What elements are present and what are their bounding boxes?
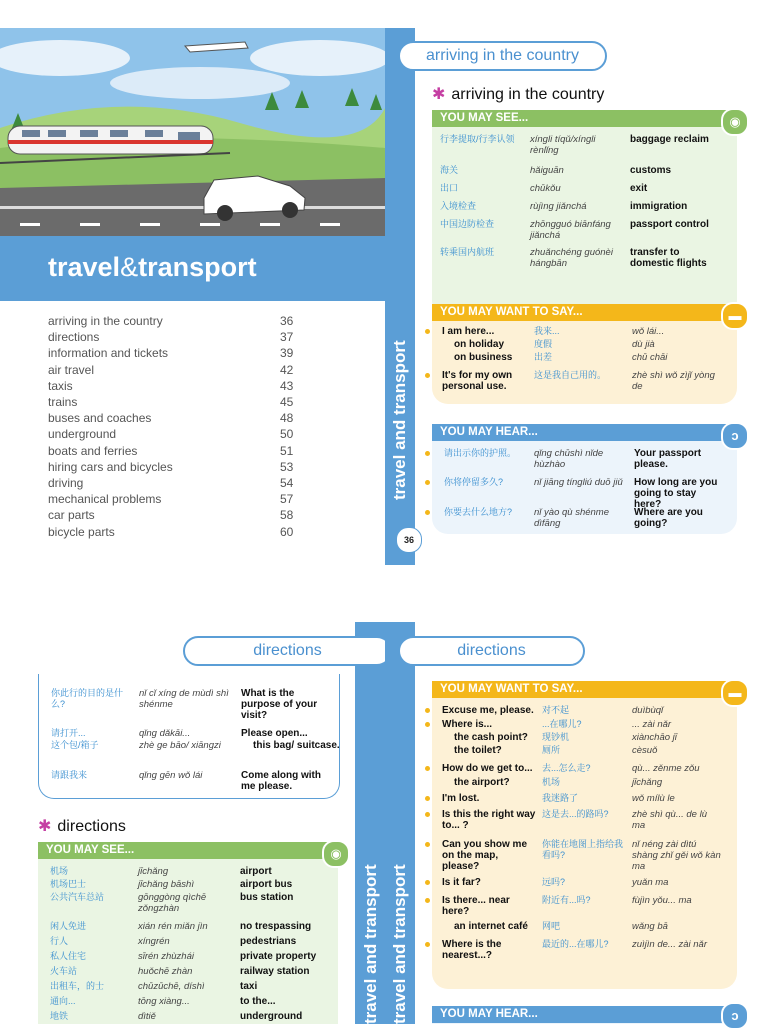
bottom-right-page — [385, 622, 768, 1024]
phrase-en: Excuse me, please. — [442, 705, 534, 716]
phrase-en: Where is... — [442, 719, 493, 730]
phrase-cn: 通向... — [50, 996, 76, 1006]
phrase-cn: 出口 — [440, 183, 459, 193]
toc-pages — [280, 313, 300, 540]
eye-icon: ◉ — [322, 840, 350, 868]
phrase-cn: 出差 — [534, 352, 553, 362]
phrase-py: nǐ cǐ xíng de mùdì shì shénme — [139, 688, 229, 710]
phrase-cn: 私人住宅 — [50, 951, 87, 961]
toc-item-page: 57 — [280, 492, 294, 507]
toc-item-label: hiring cars and bicycles — [48, 459, 173, 474]
phrase-cn: 现钞机 — [542, 732, 570, 742]
phrase-cn: 入境检查 — [440, 201, 477, 211]
phrase-en: It's for my own personal use. — [442, 370, 513, 392]
phrase-en: exit — [630, 183, 648, 194]
phrase-en: customs — [630, 165, 672, 176]
phrase-py: jīchǎng — [632, 777, 663, 788]
toc-item-page: 50 — [280, 427, 294, 442]
phrase-cn: 网吧 — [542, 921, 561, 931]
vertical-title-right: travel and transport — [390, 864, 409, 1024]
section-header-pill-left: directions — [183, 636, 392, 666]
phrase-py: zhè shì qù... de lù ma — [632, 809, 707, 831]
phrase-en: no trespassing — [240, 921, 312, 932]
phrase-py: qǐng gēn wǒ lái — [139, 770, 203, 781]
toc-item-page: 53 — [280, 459, 294, 474]
toc-item-page: 37 — [280, 330, 294, 345]
phrase-py: nǐ yào qù shénme dìfāng — [534, 507, 609, 529]
phrase-en: airport bus — [240, 879, 293, 890]
phrase-py: zuìjìn de... zài nǎr — [632, 939, 707, 950]
phrase-en: transfer to domestic flights — [630, 247, 707, 269]
phrase-py: huǒchē zhàn — [138, 966, 193, 977]
phrase-cn: 请出示你的护照。 — [444, 448, 517, 458]
toc-item-label: arriving in the country — [48, 314, 163, 328]
toc-item-page: 51 — [280, 443, 294, 458]
phrase-en: railway station — [240, 966, 310, 977]
toc-item-label: air travel — [48, 362, 95, 377]
phrase-cn: ...在哪儿? — [542, 719, 582, 729]
toc-item-page: 54 — [280, 476, 294, 491]
you-may-see-box-left — [38, 842, 342, 1024]
phrase-py: chūzūchē, díshì — [138, 981, 205, 992]
toc-item-page: 36 — [280, 314, 294, 328]
toc-item-page: 45 — [280, 395, 294, 410]
phrase-cn: 这个包/箱子 — [51, 740, 99, 750]
phrase-en: pedestrians — [240, 936, 297, 947]
phrase-py: qǐng chūshì nǐde hùzhào — [534, 448, 604, 470]
bullet-dot — [425, 722, 430, 727]
toc-labels — [48, 313, 248, 540]
phrase-en: I'm lost. — [442, 793, 480, 804]
phrase-en: the toilet? — [454, 745, 502, 756]
toc-item-page: 48 — [280, 411, 294, 426]
phrase-py: dù jià — [632, 339, 655, 350]
page-number-badge: 36 — [396, 527, 422, 553]
phrase-en: What is the purpose of your visit? — [241, 688, 318, 721]
toc-item-label: underground — [48, 427, 117, 442]
section-title-left-text: directions — [57, 818, 126, 835]
phrase-py: zhè shì wǒ zìjǐ yòng de — [632, 370, 715, 392]
vertical-title-left: travel and transport — [361, 864, 380, 1024]
phrase-py: gōnggòng qìchē zǒngzhàn — [138, 892, 207, 914]
phrase-en: Is it far? — [442, 877, 481, 888]
speech-bubble-icon: ▬ — [721, 302, 749, 330]
phrase-py: wǒ mílù le — [632, 793, 675, 804]
you-may-hear-header: YOU MAY HEAR... — [432, 424, 737, 441]
toc-item-label: driving — [48, 476, 84, 491]
phrase-en: How long are you going to stay here? — [634, 477, 718, 510]
phrase-en: the cash point? — [454, 732, 528, 743]
hear-continued-box — [38, 674, 340, 799]
phrase-cn: 最近的...在哪儿? — [542, 939, 609, 949]
bullet-dot — [425, 880, 430, 885]
phrase-cn: 火车站 — [50, 966, 78, 976]
you-may-want-to-say-header-right: YOU MAY WANT TO SAY... — [432, 681, 737, 698]
phrase-py: qù... zěnme zǒu — [632, 763, 700, 774]
phrase-cn: 这是去...的路吗? — [542, 809, 609, 819]
section-header-pill: arriving in the country — [398, 41, 607, 71]
asterisk-icon: ✱ — [432, 86, 446, 103]
bullet-dot — [425, 766, 430, 771]
page-title — [48, 252, 257, 283]
phrase-py: zhōngguó biānfáng jiǎnchá — [530, 219, 611, 241]
phrase-py: xiànchāo jī — [632, 732, 677, 743]
title-main: travel — [48, 252, 121, 282]
phrase-cn: 机场 — [542, 777, 561, 787]
toc-item-page: 43 — [280, 378, 294, 393]
phrase-py: rùjìng jiǎnchá — [530, 201, 587, 212]
title-rest: transport — [138, 252, 257, 282]
phrase-cn: 去...怎么走? — [542, 763, 591, 773]
top-left-page — [0, 28, 385, 565]
phrase-py: fùjìn yǒu... ma — [632, 895, 692, 906]
toc-item-label: taxis — [48, 378, 73, 393]
ear-icon: ↄ — [721, 1002, 749, 1030]
phrase-cn: 闲人免进 — [50, 921, 87, 931]
section-title-left — [38, 816, 126, 836]
bullet-dot — [425, 451, 430, 456]
ear-icon: ↄ — [721, 422, 749, 450]
phrase-cn: 海关 — [440, 165, 459, 175]
phrase-cn: 出租车，的士 — [50, 981, 105, 991]
phrase-py: nǐ jiāng tíngliú duō jiǔ — [534, 477, 623, 488]
toc-item-label: directions — [48, 330, 100, 345]
toc-item-label: car parts — [48, 508, 95, 523]
phrase-cn: 机场巴士 — [50, 879, 87, 889]
asterisk-icon: ✱ — [38, 818, 52, 835]
bullet-dot — [425, 942, 430, 947]
toc-item-label: mechanical problems — [48, 492, 162, 507]
toc-item-page: 42 — [280, 362, 294, 377]
phrase-cn: 我迷路了 — [542, 793, 579, 803]
bullet-dot — [425, 329, 430, 334]
bullet-dot — [425, 796, 430, 801]
phrase-py: yuǎn ma — [632, 877, 669, 888]
phrase-cn: 你将停留多久? — [444, 477, 504, 487]
phrase-py: xíngli tíqǔ/xíngli rènlǐng — [530, 134, 596, 156]
phrase-en: the airport? — [454, 777, 510, 788]
bullet-dot — [425, 898, 430, 903]
phrase-cn: 请打开... — [51, 728, 86, 738]
you-may-hear-box — [432, 424, 737, 534]
bullet-dot — [425, 480, 430, 485]
phrase-en: baggage reclaim — [630, 134, 709, 145]
phrase-en: Where is the nearest...? — [442, 939, 502, 961]
phrase-py: sīrén zhùzhái — [138, 951, 194, 962]
phrase-en: Come along with me please. — [241, 770, 321, 792]
phrase-en: bus station — [240, 892, 294, 903]
phrase-py: tōng xiàng... — [138, 996, 190, 1007]
you-may-want-to-say-box — [432, 304, 742, 404]
phrase-cn: 对不起 — [542, 705, 570, 715]
phrase-en: immigration — [630, 201, 688, 212]
toc-item-page: 39 — [280, 346, 294, 361]
you-may-hear-box-right — [432, 1006, 737, 1024]
you-may-want-to-say-box-right — [432, 681, 742, 989]
section-title-text: arriving in the country — [451, 86, 605, 103]
phrase-en: an internet café — [454, 921, 528, 932]
phrase-cn: 这是我自己用的。 — [534, 370, 607, 380]
phrase-en: this bag/ suitcase. — [253, 740, 340, 751]
phrase-py: qǐng dǎkāi... — [139, 728, 191, 739]
phrase-py: xíngrén — [138, 936, 170, 947]
phrase-en: to the... — [240, 996, 276, 1007]
phrase-cn: 请跟我来 — [51, 770, 88, 780]
bullet-dot — [425, 373, 430, 378]
toc-item-label: bicycle parts — [48, 524, 115, 539]
phrase-en: Your passport please. — [634, 448, 702, 470]
train-car-illustration — [0, 28, 385, 236]
bullet-dot — [425, 812, 430, 817]
eye-icon: ◉ — [721, 108, 749, 136]
phrase-cn: 你此行的目的是什么? — [51, 688, 124, 709]
vertical-title: travel and transport — [390, 340, 409, 500]
section-header-pill-right: directions — [398, 636, 585, 666]
phrase-en: on holiday — [454, 339, 504, 350]
you-may-see-header-left: YOU MAY SEE... — [38, 842, 338, 859]
phrase-en: Is there... near here? — [442, 895, 510, 917]
phrase-en: taxi — [240, 981, 258, 992]
phrase-cn: 行李提取/行李认领 — [440, 134, 515, 144]
phrase-en: How do we get to... — [442, 763, 533, 774]
phrase-py: zhè ge bāo/ xiāngzi — [139, 740, 221, 751]
toc-item-label: trains — [48, 395, 78, 410]
phrase-cn: 地铁 — [50, 1011, 69, 1021]
phrase-py: chūkǒu — [530, 183, 561, 194]
you-may-want-to-say-header: YOU MAY WANT TO SAY... — [432, 304, 737, 321]
phrase-py: xián rén miǎn jìn — [138, 921, 208, 932]
phrase-cn: 我来... — [534, 326, 560, 336]
phrase-en: airport — [240, 866, 272, 877]
phrase-cn: 度假 — [534, 339, 553, 349]
you-may-see-header: YOU MAY SEE... — [432, 110, 737, 127]
phrase-py: ... zài nǎr — [632, 719, 672, 730]
toc-item-page: 60 — [280, 524, 294, 539]
phrase-cn: 行人 — [50, 936, 69, 946]
section-title — [432, 84, 604, 104]
top-right-page — [385, 28, 768, 565]
title-banner — [0, 236, 385, 301]
phrase-cn: 远吗? — [542, 877, 566, 887]
phrase-cn: 厕所 — [542, 745, 561, 755]
toc-item-label: information and tickets — [48, 346, 169, 361]
phrase-py: jīchǎng — [138, 866, 169, 877]
phrase-py: cèsuǒ — [632, 745, 658, 756]
bullet-dot — [425, 842, 430, 847]
bullet-dot — [425, 510, 430, 515]
phrase-py: hǎiguān — [530, 165, 564, 176]
phrase-cn: 中国边防检查 — [440, 219, 495, 229]
phrase-en: passport control — [630, 219, 709, 230]
phrase-cn: 附近有...吗? — [542, 895, 591, 905]
phrase-en: I am here... — [442, 326, 495, 337]
phrase-en: underground — [240, 1011, 303, 1022]
phrase-py: zhuǎnchéng guónèi hángbān — [530, 247, 613, 269]
phrase-py: chū chāi — [632, 352, 668, 363]
phrase-en: private property — [240, 951, 317, 962]
bottom-left-page — [0, 622, 385, 1024]
phrase-py: duìbùqǐ — [632, 705, 664, 716]
phrase-cn: 你要去什么地方? — [444, 507, 513, 517]
phrase-py: nǐ néng zài dìtú shàng zhǐ gěi wǒ kàn ma — [632, 839, 721, 872]
phrase-en: Please open... — [241, 728, 308, 739]
you-may-hear-header-right: YOU MAY HEAR... — [432, 1006, 737, 1023]
phrase-cn: 公共汽车总站 — [50, 892, 105, 902]
phrase-en: Can you show me on the map, please? — [442, 839, 528, 872]
phrase-cn: 转乘国内航班 — [440, 247, 495, 257]
speech-bubble-icon: ▬ — [721, 679, 749, 707]
phrase-cn: 机场 — [50, 866, 69, 876]
phrase-en: Where are you going? — [634, 507, 703, 529]
you-may-see-box — [432, 110, 741, 317]
phrase-py: wǒ lái... — [632, 326, 665, 337]
phrase-en: on business — [454, 352, 513, 363]
toc-item-label: boats and ferries — [48, 443, 138, 458]
phrase-py: wǎng bā — [632, 921, 668, 932]
phrase-en: Is this the right way to... ? — [442, 809, 536, 831]
bullet-dot — [425, 708, 430, 713]
phrase-py: jīchǎng bāshì — [138, 879, 194, 890]
toc-item-page: 58 — [280, 508, 294, 523]
title-amp: & — [120, 252, 139, 282]
phrase-cn: 你能在地图上指给我看吗? — [542, 839, 624, 860]
phrase-py: dìtiě — [138, 1011, 156, 1022]
toc-item-label: buses and coaches — [48, 411, 152, 426]
